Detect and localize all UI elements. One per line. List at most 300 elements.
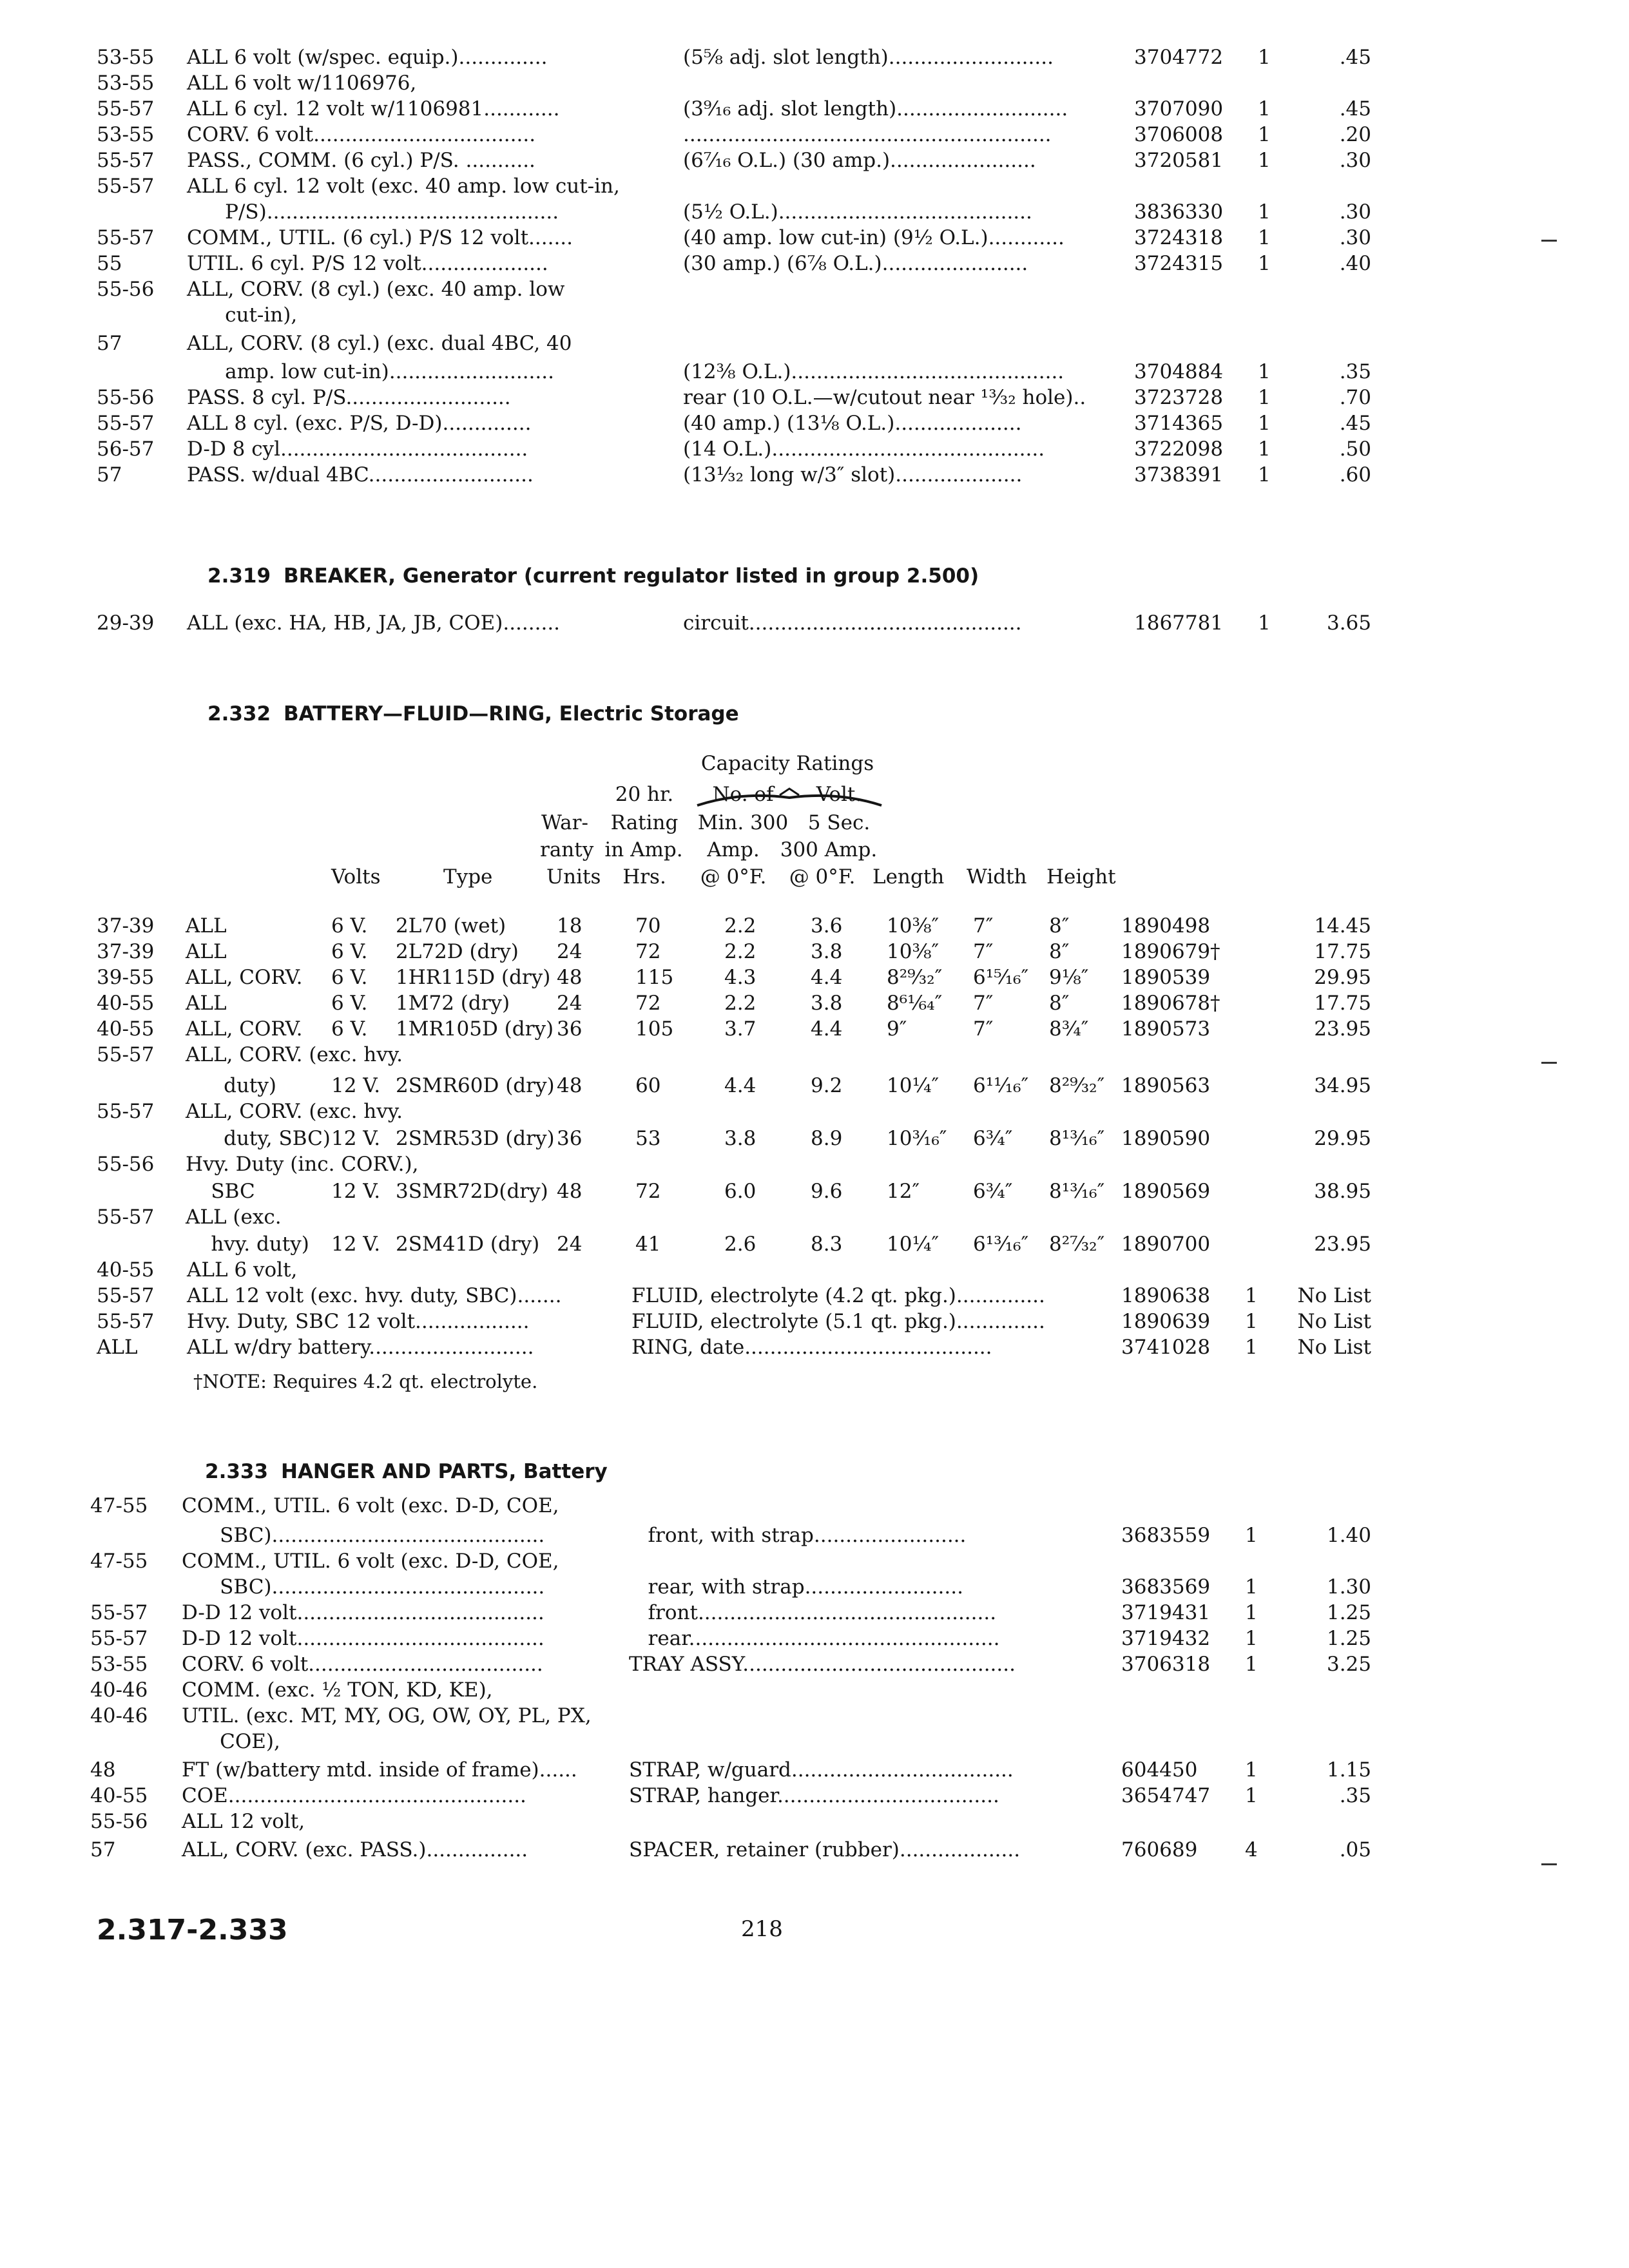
section-title: BATTERY—FLUID—RING, Electric Storage <box>284 702 739 726</box>
section-2-319-heading <box>0 562 1629 590</box>
part-number: 604450 <box>1121 1758 1198 1782</box>
part-description: FLUID, electrolyte (4.2 qt. pkg.).............. <box>631 1284 1045 1307</box>
year-range: 29-39 <box>97 611 155 635</box>
application: ALL, CORV. <box>186 1017 303 1041</box>
col-min-4: @ 0°F. <box>700 865 767 889</box>
part-description: SPACER, retainer (rubber)................... <box>629 1838 1021 1861</box>
page-number: 218 <box>741 1916 783 1942</box>
application: ALL <box>186 914 227 937</box>
parts-row <box>0 1702 1629 1729</box>
height: 8²⁹⁄₃₂″ <box>1049 1074 1105 1097</box>
quantity: 1 <box>1245 1653 1258 1676</box>
list-price: No List <box>1297 1310 1371 1333</box>
part-description: STRAP, w/guard................................... <box>629 1758 1014 1782</box>
application: ALL, CORV. (exc. hvy. <box>186 1043 403 1066</box>
list-price: 29.95 <box>1314 1127 1371 1150</box>
application: ALL <box>186 940 227 963</box>
application: ALL 6 cyl. 12 volt w/1106981............ <box>187 97 560 120</box>
battery-type: 2SM41D (dry) <box>396 1233 540 1256</box>
parts-row <box>0 1808 1629 1835</box>
application: COMM. (exc. ½ TON, KD, KE), <box>182 1678 493 1702</box>
section-number: 2.332 <box>207 702 271 726</box>
volt-5-sec: 9.6 <box>811 1180 843 1203</box>
application: PASS. w/dual 4BC.......................... <box>187 463 534 486</box>
year-range: 40-55 <box>97 1258 155 1282</box>
parts-row <box>0 121 1629 148</box>
page-range: 2.317-2.333 <box>97 1914 288 1946</box>
col-volts: Volts <box>331 865 381 889</box>
col-rating-2: Rating <box>610 811 679 834</box>
parts-row <box>0 330 1629 357</box>
battery-row <box>0 1178 1629 1205</box>
parts-row <box>0 436 1629 463</box>
year-range: 55-57 <box>97 1100 155 1123</box>
battery-note: †NOTE: Requires 4.2 qt. electrolyte. <box>193 1370 538 1392</box>
list-price: .60 <box>1339 463 1371 486</box>
list-price: .50 <box>1339 437 1371 461</box>
section-title: BREAKER, Generator (current regulator listed in group 2.500) <box>284 564 979 588</box>
col-width: Width <box>967 865 1027 889</box>
year-range: 53-55 <box>97 123 155 146</box>
battery-type: 2SMR60D (dry) <box>396 1074 555 1097</box>
warranty-units: 36 <box>557 1127 583 1150</box>
list-price: .70 <box>1339 386 1371 409</box>
application: D-D 8 cyl....................................... <box>187 437 528 461</box>
parts-row <box>0 1548 1629 1575</box>
quantity: 4 <box>1245 1838 1258 1861</box>
year-range: 47-55 <box>90 1550 148 1573</box>
col-min-2: Min. 300 <box>697 811 789 834</box>
part-description: STRAP, hanger................................... <box>629 1784 999 1807</box>
margin-mark <box>1541 1863 1557 1865</box>
list-price: 23.95 <box>1314 1017 1371 1041</box>
application: ALL 6 volt w/1106976, <box>187 72 417 95</box>
battery-row <box>0 1204 1629 1231</box>
parts-row <box>0 95 1629 122</box>
col-warranty-3: Units <box>546 865 601 889</box>
volts: 6 V. <box>331 940 368 963</box>
list-price: 1.40 <box>1326 1524 1371 1547</box>
col-min-1: No. of <box>712 783 774 806</box>
parts-row <box>0 1728 1629 1755</box>
quantity: 1 <box>1258 149 1271 172</box>
part-number: 1867781 <box>1134 611 1224 635</box>
year-range: 57 <box>97 463 122 486</box>
part-description: front, with strap........................ <box>629 1524 967 1547</box>
height: 8″ <box>1049 914 1070 937</box>
warranty-units: 24 <box>557 1233 583 1256</box>
parts-row <box>0 410 1629 437</box>
rating-amp-hrs: 72 <box>635 940 661 963</box>
part-description: (13¹⁄₃₂ long w/3″ slot).................... <box>683 463 1023 486</box>
part-number: 3719431 <box>1121 1601 1211 1624</box>
list-price: 17.75 <box>1314 940 1371 963</box>
parts-row <box>0 1756 1629 1783</box>
col-rating-4: Hrs. <box>622 865 666 889</box>
battery-type: 2SMR53D (dry) <box>396 1127 555 1150</box>
year-range: 55-57 <box>97 175 155 198</box>
parts-row <box>0 198 1629 226</box>
parts-row <box>0 147 1629 174</box>
parts-row <box>0 1492 1629 1519</box>
volts: 6 V. <box>331 914 368 937</box>
year-range: 53-55 <box>97 72 155 95</box>
application: cut-in), <box>187 303 298 327</box>
application: CORV. 6 volt................................... <box>187 123 536 146</box>
quantity: 1 <box>1245 1524 1258 1547</box>
quantity: 1 <box>1258 360 1271 383</box>
volt-5-sec: 3.6 <box>811 914 843 937</box>
application: ALL, CORV. (exc. hvy. <box>186 1100 403 1123</box>
length: 10⅜″ <box>887 940 940 963</box>
length: 8²⁹⁄₃₂″ <box>887 966 943 989</box>
height: 8″ <box>1049 940 1070 963</box>
application: COMM., UTIL. (6 cyl.) P/S 12 volt....... <box>187 226 574 249</box>
width: 7″ <box>973 1017 994 1041</box>
application: ALL 8 cyl. (exc. P/S, D-D).............. <box>187 412 532 435</box>
parts-row <box>0 173 1629 200</box>
list-price: .45 <box>1339 46 1371 69</box>
part-number: 3654747 <box>1121 1784 1211 1807</box>
parts-row <box>0 1651 1629 1678</box>
year-range: 57 <box>90 1838 116 1861</box>
year-range: 47-55 <box>90 1494 148 1517</box>
min-300-amp: 3.8 <box>724 1127 757 1150</box>
part-number: 3683569 <box>1121 1575 1211 1599</box>
volt-5-sec: 4.4 <box>811 1017 843 1041</box>
part-description: (5½ O.L.)........................................ <box>683 200 1032 224</box>
volt-5-sec: 8.9 <box>811 1127 843 1150</box>
warranty-units: 18 <box>557 914 583 937</box>
warranty-units: 48 <box>557 1074 583 1097</box>
width: 7″ <box>973 940 994 963</box>
year-range: 40-55 <box>97 1017 155 1041</box>
list-price: .35 <box>1339 360 1371 383</box>
application: amp. low cut-in).......................... <box>187 360 554 383</box>
list-price: .45 <box>1339 97 1371 120</box>
min-300-amp: 6.0 <box>724 1180 757 1203</box>
year-range: 55-57 <box>97 149 155 172</box>
application: P/S).............................................. <box>187 200 559 224</box>
year-range: ALL <box>97 1336 138 1359</box>
year-range: 55-57 <box>90 1601 148 1624</box>
application: UTIL. (exc. MT, MY, OG, OW, OY, PL, PX, <box>182 1704 592 1727</box>
quantity: 1 <box>1245 1758 1258 1782</box>
rating-amp-hrs: 70 <box>635 914 661 937</box>
parts-row <box>0 1599 1629 1626</box>
application: ALL 12 volt (exc. hvy. duty, SBC)....... <box>187 1284 562 1307</box>
warranty-units: 36 <box>557 1017 583 1041</box>
part-number: 1890638 <box>1121 1284 1211 1307</box>
quantity: 1 <box>1258 200 1271 224</box>
width: 6¹⁵⁄₁₆″ <box>973 966 1029 989</box>
part-number: 3707090 <box>1134 97 1224 120</box>
list-price: 1.25 <box>1326 1601 1371 1624</box>
rating-amp-hrs: 60 <box>635 1074 661 1097</box>
part-description: TRAY ASSY........................................... <box>629 1653 1016 1676</box>
part-description: (5⅝ adj. slot length).......................... <box>683 46 1054 69</box>
volt-5-sec: 3.8 <box>811 992 843 1015</box>
battery-row <box>0 990 1629 1017</box>
warranty-units: 48 <box>557 966 583 989</box>
list-price: 3.65 <box>1326 611 1371 635</box>
length: 9″ <box>887 1017 907 1041</box>
col-height: Height <box>1046 865 1116 889</box>
part-number: 3706318 <box>1121 1653 1211 1676</box>
application: ALL 12 volt, <box>182 1810 305 1833</box>
col-volt-3: 300 Amp. <box>780 838 878 861</box>
length: 10¼″ <box>887 1074 940 1097</box>
year-range: 55-57 <box>97 226 155 249</box>
year-range: 53-55 <box>97 46 155 69</box>
battery-row <box>0 1015 1629 1043</box>
list-price: .30 <box>1339 149 1371 172</box>
application: SBC)........................................... <box>182 1524 545 1547</box>
part-description: (40 amp. low cut-in) (9½ O.L.)............ <box>683 226 1065 249</box>
battery-type: 1M72 (dry) <box>396 992 510 1015</box>
part-number: 1890639 <box>1121 1310 1211 1333</box>
application: ALL (exc. HA, HB, JA, JB, COE)......... <box>187 611 561 635</box>
parts-row <box>0 1625 1629 1652</box>
part-number: 3836330 <box>1134 200 1224 224</box>
col-length: Length <box>872 865 945 889</box>
application: SBC)........................................... <box>182 1575 545 1599</box>
height: 8¹³⁄₁₆″ <box>1049 1180 1105 1203</box>
section-number: 2.333 <box>205 1460 269 1483</box>
part-description: front............................................... <box>629 1601 997 1624</box>
section-2-333-heading <box>0 1457 1629 1486</box>
battery-row <box>0 912 1629 939</box>
quantity: 1 <box>1258 97 1271 120</box>
part-description: (3⁹⁄₁₆ adj. slot length)........................... <box>683 97 1068 120</box>
parts-row <box>0 1282 1629 1309</box>
year-range: 57 <box>97 332 122 355</box>
application: PASS., COMM. (6 cyl.) P/S. ........... <box>187 149 535 172</box>
part-description: .......................................................... <box>683 123 1052 146</box>
part-number: 1890563 <box>1121 1074 1211 1097</box>
quantity: 1 <box>1245 1601 1258 1624</box>
quantity: 1 <box>1245 1336 1258 1359</box>
part-description: (6⁷⁄₁₆ O.L.) (30 amp.)....................... <box>683 149 1036 172</box>
quantity: 1 <box>1258 252 1271 275</box>
volts: 12 V. <box>331 1180 381 1203</box>
length: 10³⁄₁₆″ <box>887 1127 947 1150</box>
application: duty, SBC) <box>186 1127 331 1150</box>
battery-row <box>0 1072 1629 1099</box>
application: D-D 12 volt....................................... <box>182 1627 545 1650</box>
part-number: 3714365 <box>1134 412 1224 435</box>
year-range: 40-55 <box>90 1784 148 1807</box>
application: COE), <box>182 1730 280 1753</box>
part-number: 3719432 <box>1121 1627 1211 1650</box>
application: ALL, CORV. (8 cyl.) (exc. 40 amp. low <box>187 278 565 301</box>
list-price: .35 <box>1339 1784 1371 1807</box>
application: duty) <box>186 1074 276 1097</box>
width: 7″ <box>973 914 994 937</box>
min-300-amp: 3.7 <box>724 1017 757 1041</box>
part-description: rear, with strap......................... <box>629 1575 963 1599</box>
part-number: 3704772 <box>1134 46 1224 69</box>
part-number: 1890539 <box>1121 966 1211 989</box>
min-300-amp: 2.2 <box>724 940 757 963</box>
list-price: No List <box>1297 1336 1371 1359</box>
parts-row <box>0 1308 1629 1335</box>
quantity: 1 <box>1245 1310 1258 1333</box>
height: 8″ <box>1049 992 1070 1015</box>
application: COMM., UTIL. 6 volt (exc. D-D, COE, <box>182 1494 559 1517</box>
section-2-332-heading <box>0 700 1629 728</box>
height: 8²⁷⁄₃₂″ <box>1049 1233 1105 1256</box>
list-price: 1.25 <box>1326 1627 1371 1650</box>
application: UTIL. 6 cyl. P/S 12 volt.................... <box>187 252 548 275</box>
quantity: 1 <box>1258 46 1271 69</box>
width: 7″ <box>973 992 994 1015</box>
year-range: 55-56 <box>97 386 155 409</box>
volts: 6 V. <box>331 992 368 1015</box>
list-price: .40 <box>1339 252 1371 275</box>
col-volt-4: @ 0°F. <box>789 865 856 889</box>
width: 6¾″ <box>973 1127 1013 1150</box>
battery-row <box>0 964 1629 991</box>
volt-5-sec: 9.2 <box>811 1074 843 1097</box>
application: ALL, CORV. (8 cyl.) (exc. dual 4BC, 40 <box>187 332 572 355</box>
part-description: FLUID, electrolyte (5.1 qt. pkg.).............. <box>631 1310 1045 1333</box>
part-description: rear................................................. <box>629 1627 1000 1650</box>
list-price: 3.25 <box>1326 1653 1371 1676</box>
year-range: 48 <box>90 1758 116 1782</box>
battery-row <box>0 1231 1629 1258</box>
list-price: .20 <box>1339 123 1371 146</box>
application: ALL 6 cyl. 12 volt (exc. 40 amp. low cut-in, <box>187 175 620 198</box>
part-number: 3704884 <box>1134 360 1224 383</box>
battery-type: 3SMR72D(dry) <box>396 1180 548 1203</box>
battery-type: 1HR115D (dry) <box>396 966 551 989</box>
application: hvy. duty) <box>186 1233 309 1256</box>
part-number: 760689 <box>1121 1838 1198 1861</box>
part-number: 3720581 <box>1134 149 1224 172</box>
width: 6¹³⁄₁₆″ <box>973 1233 1029 1256</box>
part-number: 1890700 <box>1121 1233 1211 1256</box>
parts-row <box>0 384 1629 411</box>
volt-5-sec: 4.4 <box>811 966 843 989</box>
parts-row <box>0 44 1629 71</box>
margin-mark <box>1541 240 1557 242</box>
col-min-3: Amp. <box>707 838 760 861</box>
part-description: circuit........................................... <box>683 611 1022 635</box>
col-volt-1: Volt. <box>816 783 862 806</box>
quantity: 1 <box>1258 463 1271 486</box>
application: ALL, CORV. <box>186 966 303 989</box>
application: ALL <box>186 992 227 1015</box>
part-number: 3724315 <box>1134 252 1224 275</box>
year-range: 37-39 <box>97 914 155 937</box>
list-price: 14.45 <box>1314 914 1371 937</box>
application: ALL (exc. <box>186 1206 282 1229</box>
list-price: 34.95 <box>1314 1074 1371 1097</box>
application: SBC <box>186 1180 255 1203</box>
min-300-amp: 2.6 <box>724 1233 757 1256</box>
parts-row <box>0 610 1629 637</box>
year-range: 55-57 <box>97 1284 155 1307</box>
warranty-units: 24 <box>557 940 583 963</box>
volts: 6 V. <box>331 1017 368 1041</box>
list-price: 23.95 <box>1314 1233 1371 1256</box>
margin-mark <box>1541 1062 1557 1064</box>
battery-row <box>0 1041 1629 1068</box>
parts-row <box>0 250 1629 277</box>
part-number: 3723728 <box>1134 386 1224 409</box>
part-number: 1890678† <box>1121 992 1220 1015</box>
year-range: 55-57 <box>97 1206 155 1229</box>
part-number: 3724318 <box>1134 226 1224 249</box>
col-type: Type <box>443 865 493 889</box>
length: 12″ <box>887 1180 920 1203</box>
part-description: (30 amp.) (6⅞ O.L.)....................... <box>683 252 1028 275</box>
part-description: (40 amp.) (13⅛ O.L.).................... <box>683 412 1022 435</box>
length: 10¼″ <box>887 1233 940 1256</box>
battery-type: 2L72D (dry) <box>396 940 519 963</box>
rating-amp-hrs: 41 <box>635 1233 661 1256</box>
volts: 12 V. <box>331 1074 381 1097</box>
part-number: 1890590 <box>1121 1127 1211 1150</box>
width: 6¹¹⁄₁₆″ <box>973 1074 1029 1097</box>
battery-row <box>0 1125 1629 1152</box>
year-range: 40-46 <box>90 1678 148 1702</box>
quantity: 1 <box>1258 123 1271 146</box>
parts-row <box>0 276 1629 303</box>
length: 10⅜″ <box>887 914 940 937</box>
quantity: 1 <box>1245 1575 1258 1599</box>
year-range: 55-57 <box>97 1310 155 1333</box>
volts: 12 V. <box>331 1233 381 1256</box>
parts-row <box>0 70 1629 97</box>
part-number: 3738391 <box>1134 463 1224 486</box>
quantity: 1 <box>1245 1784 1258 1807</box>
application: COE............................................... <box>182 1784 526 1807</box>
year-range: 55 <box>97 252 122 275</box>
battery-type: 1MR105D (dry) <box>396 1017 554 1041</box>
battery-type: 2L70 (wet) <box>396 914 506 937</box>
application: ALL, CORV. (exc. PASS.)................ <box>182 1838 528 1861</box>
parts-row <box>0 224 1629 251</box>
list-price: .30 <box>1339 226 1371 249</box>
year-range: 55-56 <box>97 1153 155 1176</box>
year-range: 37-39 <box>97 940 155 963</box>
volt-5-sec: 3.8 <box>811 940 843 963</box>
quantity: 1 <box>1258 386 1271 409</box>
parts-row <box>0 461 1629 488</box>
application: Hvy. Duty (inc. CORV.), <box>186 1153 419 1176</box>
height: 8¾″ <box>1049 1017 1089 1041</box>
rating-amp-hrs: 115 <box>635 966 674 989</box>
parts-row <box>0 1836 1629 1863</box>
part-description: (12⅜ O.L.)........................................... <box>683 360 1065 383</box>
min-300-amp: 2.2 <box>724 914 757 937</box>
min-300-amp: 2.2 <box>724 992 757 1015</box>
quantity: 1 <box>1258 412 1271 435</box>
parts-row <box>0 358 1629 385</box>
parts-row <box>0 1522 1629 1549</box>
part-number: 1890573 <box>1121 1017 1211 1041</box>
part-description: rear (10 O.L.—w/cutout near ¹³⁄₃₂ hole).. <box>683 386 1086 409</box>
parts-row <box>0 1677 1629 1704</box>
length: 8⁶¹⁄₆₄″ <box>887 992 943 1015</box>
min-300-amp: 4.3 <box>724 966 757 989</box>
section-number: 2.319 <box>207 564 271 588</box>
battery-row <box>0 1151 1629 1178</box>
quantity: 1 <box>1245 1284 1258 1307</box>
list-price: 1.15 <box>1326 1758 1371 1782</box>
